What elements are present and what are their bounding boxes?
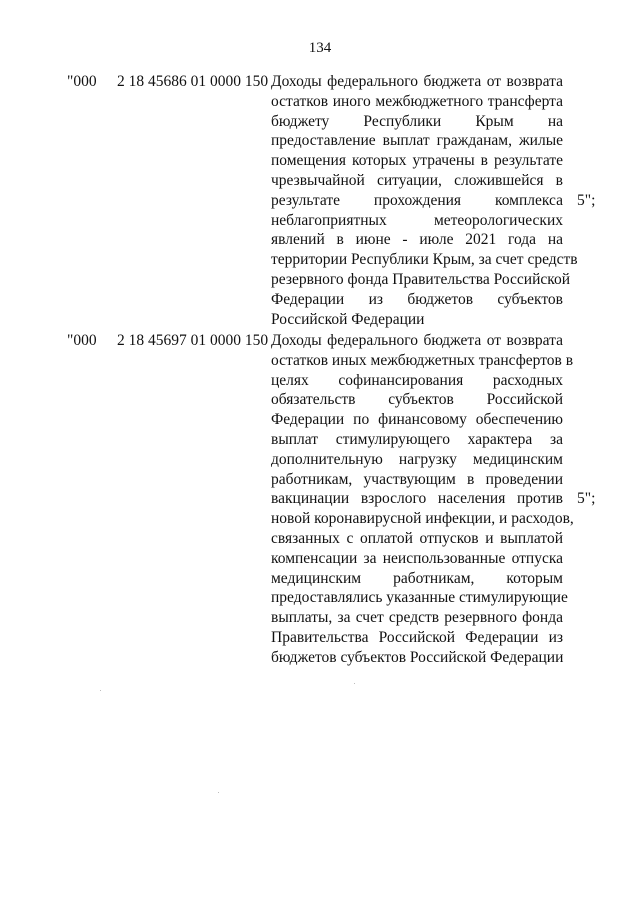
- entry-value: 5";: [577, 192, 596, 209]
- description-line: связанных с оплатой отпусков и выплатой: [271, 529, 563, 547]
- entry-value: 5";: [577, 490, 596, 507]
- description-line: бюджетов субъектов Российской Федерации: [271, 648, 564, 666]
- description-line: Федерации из бюджетов субъектов: [271, 290, 563, 308]
- entry-kbk-code: 2 18 45697 01 0000 150: [117, 332, 269, 349]
- entry-kbk-code: 2 18 45686 01 0000 150: [117, 73, 269, 90]
- description-line: выплаты, за счет средств резервного фонда: [271, 609, 563, 627]
- description-line: бюджету Республики Крым на: [271, 112, 563, 130]
- entry-admin-code: "000: [67, 73, 97, 90]
- description-line: помещения которых утрачены в результате: [271, 152, 563, 170]
- page-number: 134: [308, 40, 332, 56]
- scan-speck: [354, 683, 355, 684]
- description-line: чрезвычайной ситуации, сложившейся в: [271, 171, 563, 189]
- description-line: остатков иных межбюджетных трансфертов в: [271, 351, 574, 369]
- description-line: новой коронавирусной инфекции, и расходов,: [271, 510, 574, 528]
- description-line: обязательств субъектов Российской: [271, 391, 563, 409]
- description-line: Доходы федерального бюджета от возврата: [271, 332, 563, 349]
- description-line: остатков иного межбюджетного трансферта: [271, 92, 563, 110]
- description-line: работникам, участвующим в проведении: [271, 470, 563, 488]
- scan-speck: [218, 792, 219, 793]
- description-line: вакцинации взрослого населения против: [271, 490, 563, 508]
- description-line: Российской Федерации: [271, 310, 425, 328]
- description-line: неблагоприятных метеорологических: [271, 211, 563, 229]
- description-line: целях софинансирования расходных: [271, 371, 563, 389]
- description-line: территории Республики Крым, за счет средств: [271, 251, 578, 269]
- description-line: предоставление выплат гражданам, жилые: [271, 132, 563, 150]
- description-line: дополнительную нагрузку медицинским: [271, 450, 563, 468]
- scan-speck: [100, 690, 101, 691]
- description-line: явлений в июне - июле 2021 года на: [271, 231, 563, 249]
- entry-description: [271, 331, 574, 668]
- description-line: медицинским работникам, которым: [271, 569, 563, 587]
- description-line: предоставлялись указанные стимулирующие: [271, 589, 568, 607]
- description-line: резервного фонда Правительства Российской: [271, 270, 571, 288]
- description-line: компенсации за неиспользованные отпуска: [271, 549, 563, 567]
- entry-admin-code: "000: [67, 332, 97, 349]
- description-line: выплат стимулирующего характера за: [271, 430, 563, 448]
- description-line: Доходы федерального бюджета от возврата: [271, 73, 563, 90]
- entry-description: [271, 72, 578, 329]
- description-line: Правительства Российской Федерации из: [271, 628, 563, 646]
- description-line: результате прохождения комплекса: [271, 191, 563, 209]
- description-line: Федерации по финансовому обеспечению: [271, 411, 563, 429]
